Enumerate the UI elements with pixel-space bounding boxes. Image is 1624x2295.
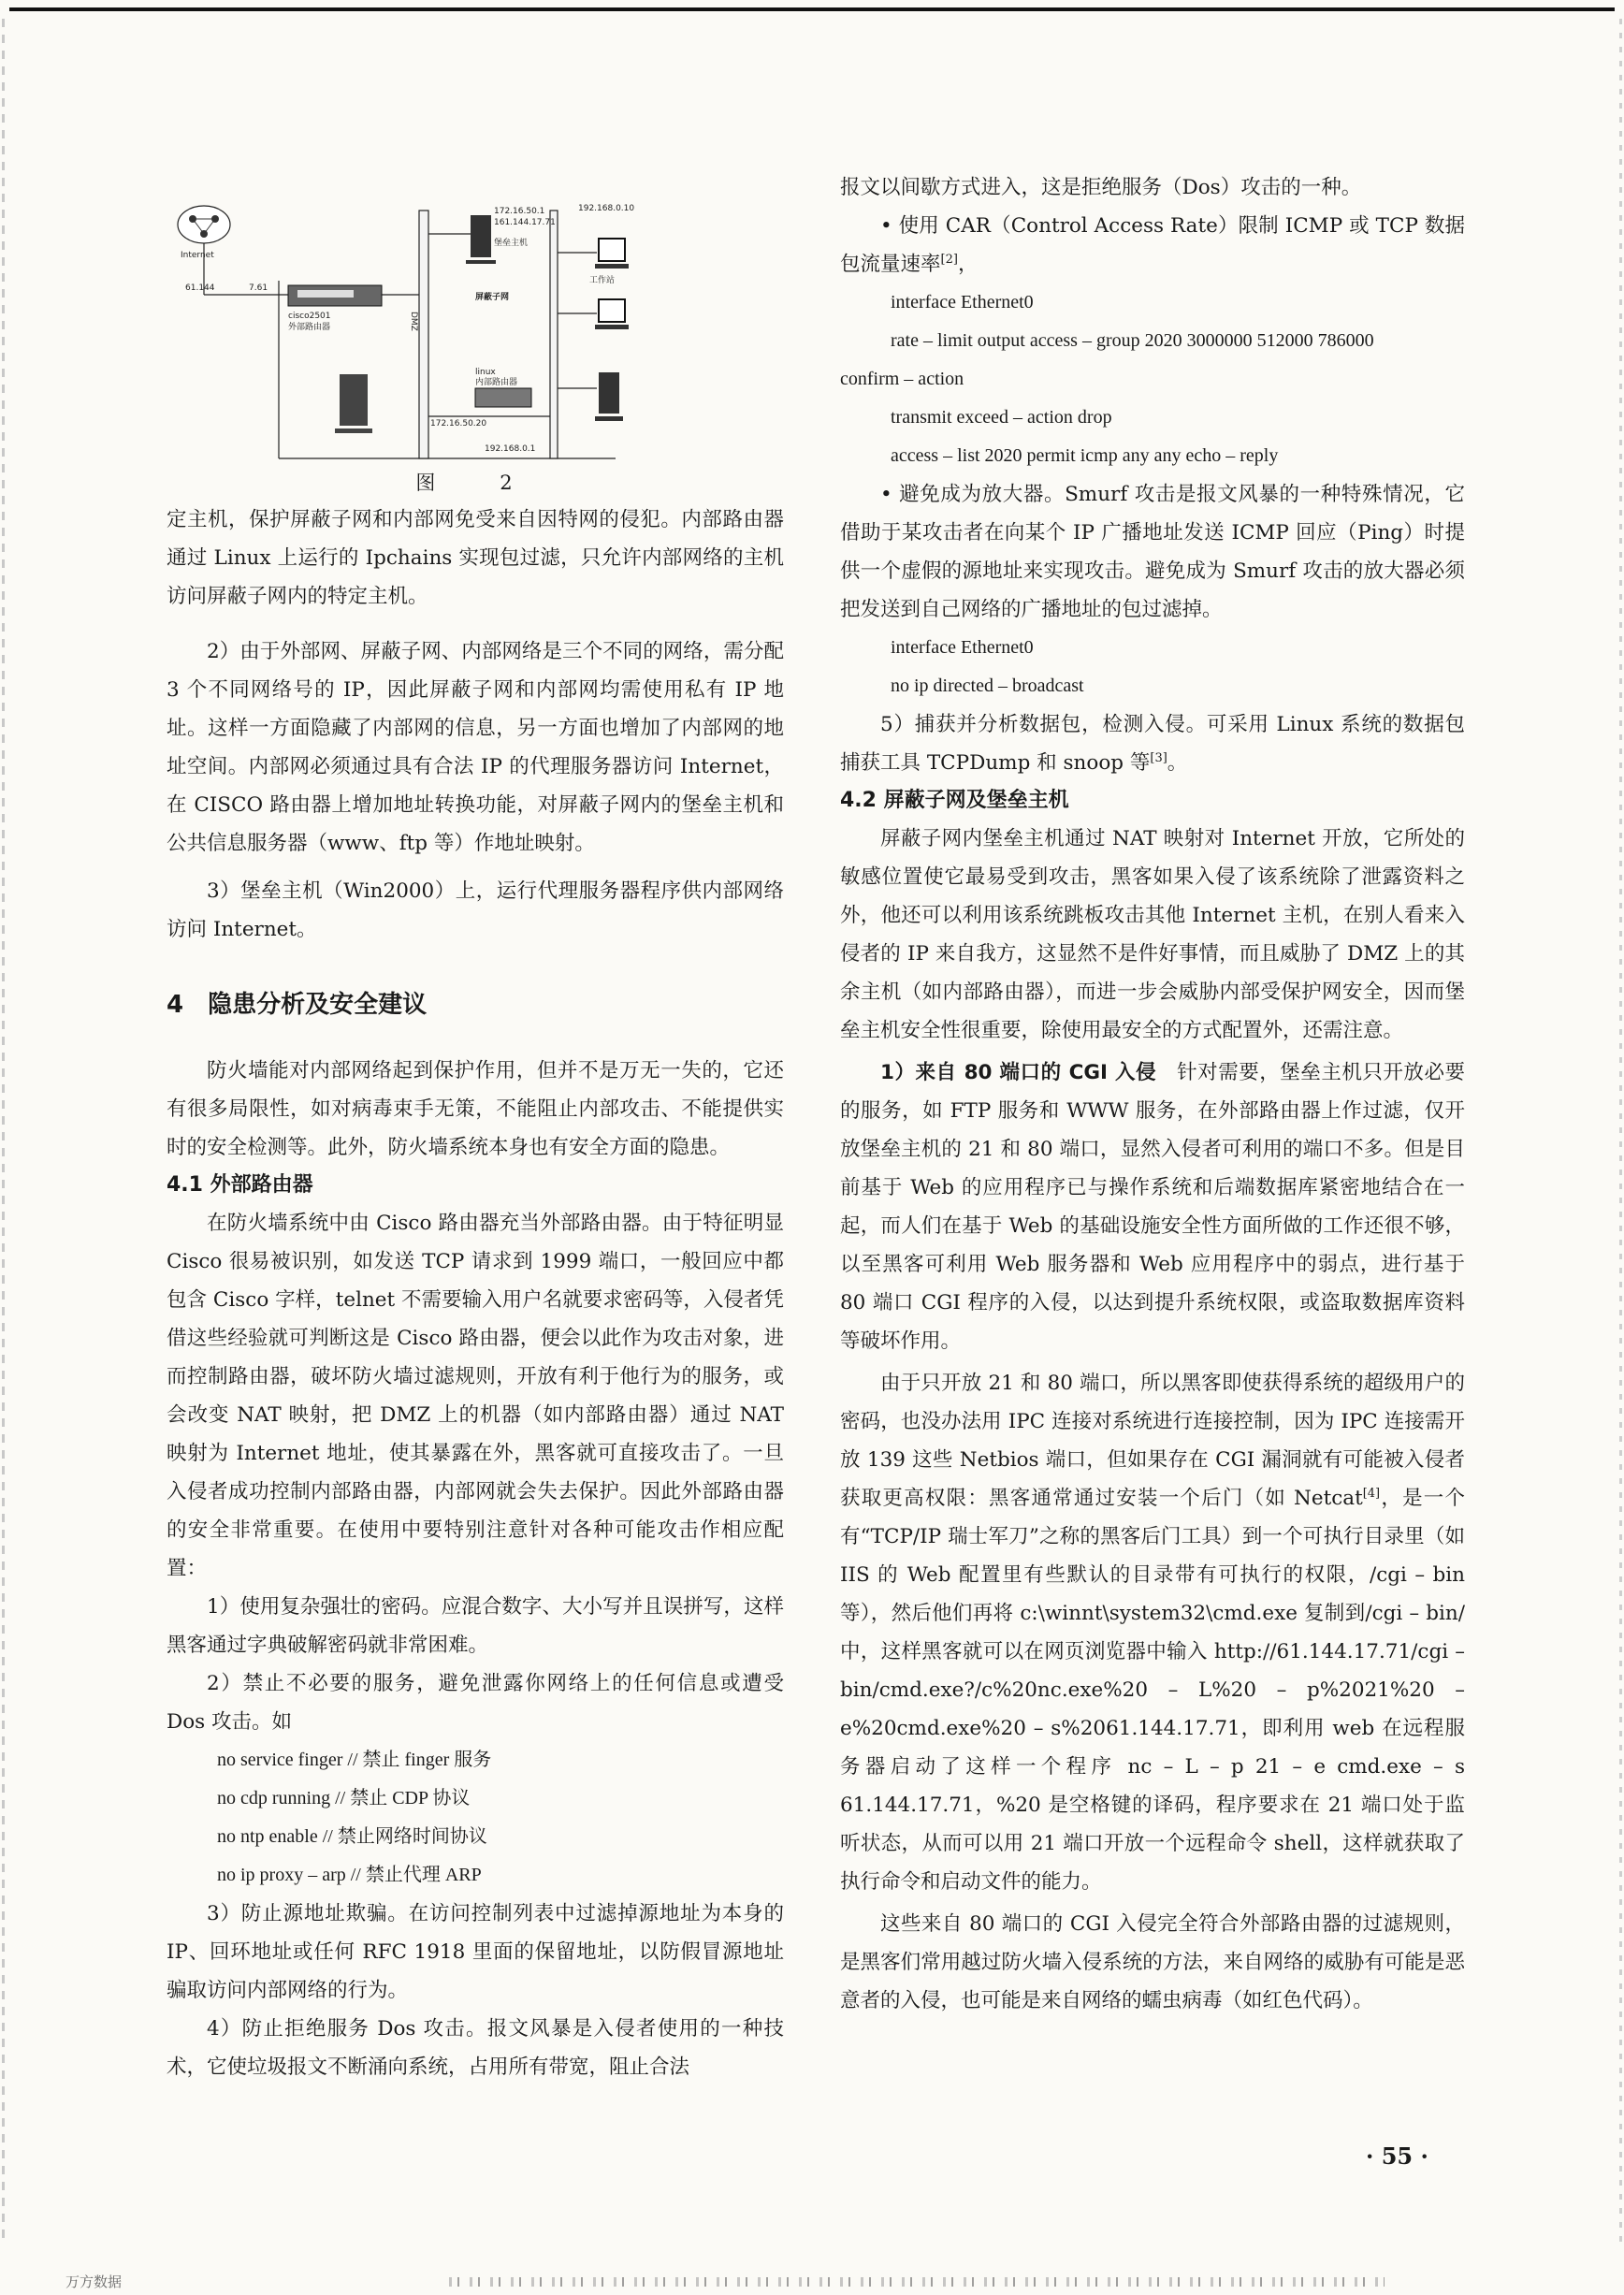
server-icon <box>335 374 372 433</box>
code-line: confirm – action <box>840 369 964 389</box>
code-line: no ntp enable // 禁止网络时间协议 <box>217 1826 487 1847</box>
paragraph: 由于只开放 21 和 80 端口，所以黑客即使获得系统的超级用户的密码，也没办法用 IPC 连接对系统进行连接控制，因为 IPC 连接需开放 139 这些 Netbios 端口，但如果存在 CGI 漏洞就有可能被入侵者获取更高权限：黑客通常通过安装一个后门（如 Netcat[4]，是一个有“TCP/IP 瑞士军刀”之称的黑客后门工具）到一个可执行目录里（如 IIS 的 Web 配置里有些默认的目录带有可执行的权限，/cgi – bin 等），然后他们再将 c:\winnt\system32\cmd.exe 复制到/cgi – bin/中，这样黑客就可以在网页浏览器中输入 http://61.144.17.71/cgi – bin/cmd.exe?/c%20nc.exe%20 – L%20 – p%2021%20 – e%20cmd.exe%20 – s%2061.144.17.71，即利用 web 在远程服务器启动了这样一个程序 nc – L – p 21 – e cmd.exe – s 61.144.17.71，%20 是空格键的译码，程序要求在 21 端口处于监听状态，从而可以用 21 端口开放一个远程命令 shell，这样就获取了执行命令和启动文件的能力。 <box>840 1372 1465 1894</box>
linux-router-icon <box>475 388 531 407</box>
bastion-label: 堡垒主机 <box>494 239 529 248</box>
page-number: · 55 · <box>1366 2142 1428 2170</box>
linux-router-label-1: linux <box>475 368 496 377</box>
code-line: no cdp running // 禁止 CDP 协议 <box>217 1788 471 1808</box>
workstation-label: 工作站 <box>589 276 616 285</box>
scan-edge-left <box>2 19 5 2245</box>
workstation-icon <box>595 299 629 329</box>
code-line: interface Ethernet0 <box>891 292 1034 312</box>
ip-ext-label: 61.144 <box>185 283 215 293</box>
citation: [4] <box>1362 1486 1381 1501</box>
bastion-host-icon <box>466 215 496 264</box>
paragraph: 5）捕获并分析数据包，检测入侵。可采用 Linux 系统的数据包捕获工具 TCPDump 和 snoop 等[3]。 <box>840 713 1465 775</box>
paragraph: 在防火墙系统中由 Cisco 路由器充当外部路由器。由于特征明显 Cisco 很易被识别，如发送 TCP 请求到 1999 端口，一般回应中都包含 Cisco 字样，telnet 不需要输入用户名就要求密码等，入侵者凭借这些经验就可判断这是 Cisco 路由器，便会以此作为攻击对象，进而控制路由器，破坏防火墙过滤规则，开放有利于他行为的服务，或会改变 NAT 映射，把 DMZ 上的机器（如内部路由器）通过 NAT 映射为 Internet 地址，使其暴露在外，黑客就可直接攻击了。一旦入侵者成功控制内部路由器，内部网就会失去保护。因此外部路由器的安全非常重要。在使用中要特别注意针对各种可能攻击作相应配置： <box>167 1212 784 1580</box>
bastion-ip-2: 161.144.17.71 <box>494 218 556 227</box>
paragraph: 定主机，保护屏蔽子网和内部网免受来自因特网的侵犯。内部路由器通过 Linux 上运行的 Ipchains 实现包过滤，只允许内部网络的主机访问屏蔽子网内的特定主机。 <box>167 508 784 608</box>
paragraph: 2）由于外部网、屏蔽子网、内部网络是三个不同的网络，需分配 3 个不同网络号的 IP，因此屏蔽子网和内部网均需使用私有 IP 地址。这样一方面隐藏了内部网的信息，另一方面也增加了内部网的地址空间。内部网必须通过具有合法 IP 的代理服务器访问 Internet，在 CISCO 路由器上增加地址转换功能，对屏蔽子网内的堡垒主机和公共信息服务器（www、ftp 等）作地址映射。 <box>167 640 784 855</box>
code-line: no ip proxy – arp // 禁止代理 ARP <box>217 1865 482 1885</box>
screened-subnet-label: 屏蔽子网 <box>475 293 510 302</box>
paragraph: 3）防止源地址欺骗。在访问控制列表中过滤掉源地址为本身的 IP、回环地址或任何 RFC 1918 里面的保留地址，以防假冒源地址骗取访问内部网络的行为。 <box>167 1902 784 2002</box>
right-column <box>840 168 1465 2020</box>
footer-watermark: 万方数据 <box>65 2273 123 2290</box>
paragraph: 1）使用复杂强壮的密码。应混合数字、大小写并且误拼写，这样黑客通过字典破解密码就非常困难。 <box>167 1595 784 1657</box>
citation: [2] <box>940 252 958 267</box>
router-label-1: cisco2501 <box>288 312 331 321</box>
bold-lead: 1）来自 80 端口的 CGI 入侵 <box>880 1061 1157 1084</box>
code-line: transmit exceed – action drop <box>891 407 1112 428</box>
paragraph: 这些来自 80 端口的 CGI 入侵完全符合外部路由器的过滤规则，是黑客们常用越过防火墙入侵系统的方法，来自网络的威胁有可能是恶意者的入侵，也可能是来自网络的蠕虫病毒（如红色代码）。 <box>840 1912 1465 2012</box>
scan-noise <box>449 2277 1385 2287</box>
subsection-heading: 4.1 外部路由器 <box>167 1173 313 1197</box>
paragraph: 2）禁止不必要的服务，避免泄露你网络上的任何信息或遭受 Dos 攻击。如 <box>167 1672 784 1734</box>
bullet-paragraph: • 避免成为放大器。Smurf 攻击是报文风暴的一种特殊情况，它借助于某攻击者在向某个 IP 广播地址发送 ICMP 回应（Ping）时提供一个虚假的源地址来实现攻击。避免成为 Smurf 攻击的放大器必须把发送到自己网络的广播地址的包过滤掉。 <box>840 483 1465 621</box>
section-heading: 4 隐患分析及安全建议 <box>167 991 428 1019</box>
paragraph: 防火墙能对内部网络起到保护作用，但并不是万无一失的，它还有很多局限性，如对病毒束手无策，不能阻止内部攻击、不能提供实时的安全检测等。此外，防火墙系统本身也有安全方面的隐患。 <box>167 1059 784 1159</box>
linux-router-label-2: 内部路由器 <box>475 378 518 387</box>
bullet-paragraph: • 使用 CAR（Control Access Rate）限制 ICMP 或 TCP 数据包流量速率[2]， <box>840 214 1465 276</box>
citation: [3] <box>1150 750 1167 765</box>
paragraph: 3）堡垒主机（Win2000）上，运行代理服务器程序供内部网络访问 Internet。 <box>167 879 784 941</box>
lan-ip-label: 192.168.0.10 <box>578 204 635 213</box>
ip-router-out-label: 7.61 <box>249 283 268 293</box>
scan-edge-right <box>1619 19 1622 2245</box>
left-column <box>167 501 784 2086</box>
workstation-icon <box>595 239 629 269</box>
subsection-heading: 4.2 屏蔽子网及堡垒主机 <box>840 789 1069 812</box>
internet-cloud-icon <box>178 206 230 243</box>
dmz-label: DMZ <box>409 312 418 331</box>
internet-label: Internet <box>181 251 214 260</box>
figure-caption: 图 2 <box>415 472 535 494</box>
top-rule <box>9 7 1615 11</box>
workstation-icon <box>595 372 623 421</box>
ip-lan-gw-label: 192.168.0.1 <box>485 444 536 454</box>
code-line: interface Ethernet0 <box>891 637 1034 658</box>
paragraph: 屏蔽子网内堡垒主机通过 NAT 映射对 Internet 开放，它所处的敏感位置使它最易受到攻击，黑客如果入侵了该系统除了泄露资料之外，他还可以利用该系统跳板攻击其他 Internet 主机，在别人看来入侵者的 IP 来自我方，这显然不是件好事情，而且威胁了 DMZ 上的其余主机（如内部路由器），而进一步会威胁内部受保护网安全，因而堡垒主机安全性很重要，除使用最安全的方式配置外，还需注意。 <box>840 827 1465 1042</box>
paragraph: 报文以间歇方式进入，这是拒绝服务（Dos）攻击的一种。 <box>840 176 1362 199</box>
ip-inner-label: 172.16.50.20 <box>430 419 487 428</box>
code-line: no ip directed – broadcast <box>891 675 1084 696</box>
code-line: no service finger // 禁止 finger 服务 <box>217 1750 492 1770</box>
bastion-ip-1: 172.16.50.1 <box>494 207 545 216</box>
paragraph: 4）防止拒绝服务 Dos 攻击。报文风暴是入侵者使用的一种技术，它使垃圾报文不断涌向系统，占用所有带宽，阻止合法 <box>167 2017 784 2079</box>
code-line: rate – limit output access – group 2020 3000000 512000 786000 <box>891 330 1374 351</box>
cisco-router-icon <box>288 285 382 306</box>
network-diagram <box>167 187 784 487</box>
router-label-2: 外部路由器 <box>288 323 331 332</box>
paragraph: 1）来自 80 端口的 CGI 入侵 针对需要，堡垒主机只开放必要的服务，如 FTP 服务和 WWW 服务，在外部路由器上作过滤，仅开放堡垒主机的 21 和 80 端口，显然入侵者可利用的端口不多。但是目前基于 Web 的应用程序已与操作系统和后端数据库紧密地结合在一起，而人们在基于 Web 的基础设施安全性方面所做的工作还很不够，以至黑客可利用 Web 服务器和 Web 应用程序中的弱点，进行基于 80 端口 CGI 程序的入侵，以达到提升系统权限，或盗取数据库资料等破坏作用。 <box>840 1061 1465 1353</box>
code-line: access – list 2020 permit icmp any any echo – reply <box>891 445 1279 466</box>
